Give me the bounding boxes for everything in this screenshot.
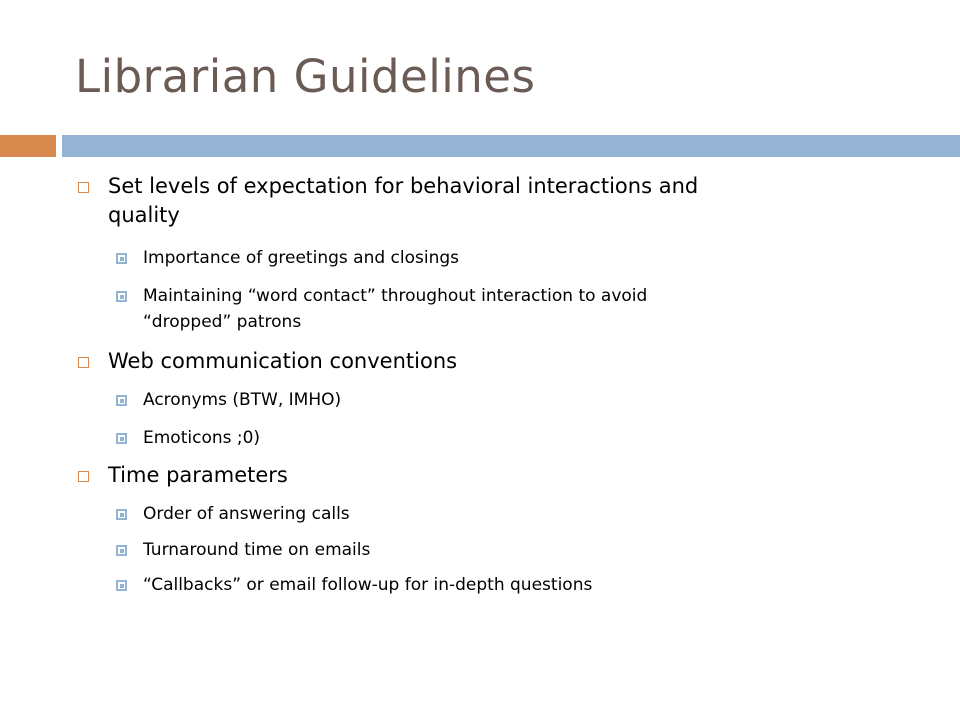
bullet-item — [108, 347, 868, 376]
bullet-text-line: “dropped” patrons — [143, 312, 302, 332]
bullet-text-line: Emoticons ;0) — [143, 428, 261, 448]
bullet-item — [143, 283, 863, 335]
bullet-text-line: Order of answering calls — [143, 504, 350, 524]
bullet-item — [143, 387, 863, 413]
bullet-item — [143, 572, 863, 598]
square-dot-icon — [116, 433, 127, 444]
bullet-text-line: Maintaining “word contact” throughout interaction to avoid — [143, 286, 648, 306]
bullet-item — [143, 425, 863, 451]
bullet-text-line: quality — [108, 203, 180, 227]
square-dot-icon — [116, 253, 127, 264]
bullet-text-line: Acronyms (BTW, IMHO) — [143, 390, 342, 410]
square-dot-icon — [116, 291, 127, 302]
bullet-item — [108, 172, 868, 230]
bullet-item — [108, 461, 868, 490]
bullet-text-line: Set levels of expectation for behavioral interactions and — [108, 174, 699, 198]
square-dot-icon — [116, 545, 127, 556]
hollow-square-icon — [78, 471, 89, 482]
bullet-item — [143, 537, 863, 563]
bullet-text-line: Web communication conventions — [108, 349, 458, 373]
square-dot-icon — [116, 395, 127, 406]
bullet-text-line: “Callbacks” or email follow-up for in-depth questions — [143, 575, 593, 595]
square-dot-icon — [116, 580, 127, 591]
hollow-square-icon — [78, 357, 89, 368]
slide-title: Librarian Guidelines — [75, 50, 536, 103]
bullet-text-line: Importance of greetings and closings — [143, 248, 460, 268]
bullet-item — [143, 245, 863, 271]
bullet-text-line: Turnaround time on emails — [143, 540, 371, 560]
square-dot-icon — [116, 509, 127, 520]
bullet-item — [143, 501, 863, 527]
hollow-square-icon — [78, 182, 89, 193]
bullet-text-line: Time parameters — [108, 463, 288, 487]
